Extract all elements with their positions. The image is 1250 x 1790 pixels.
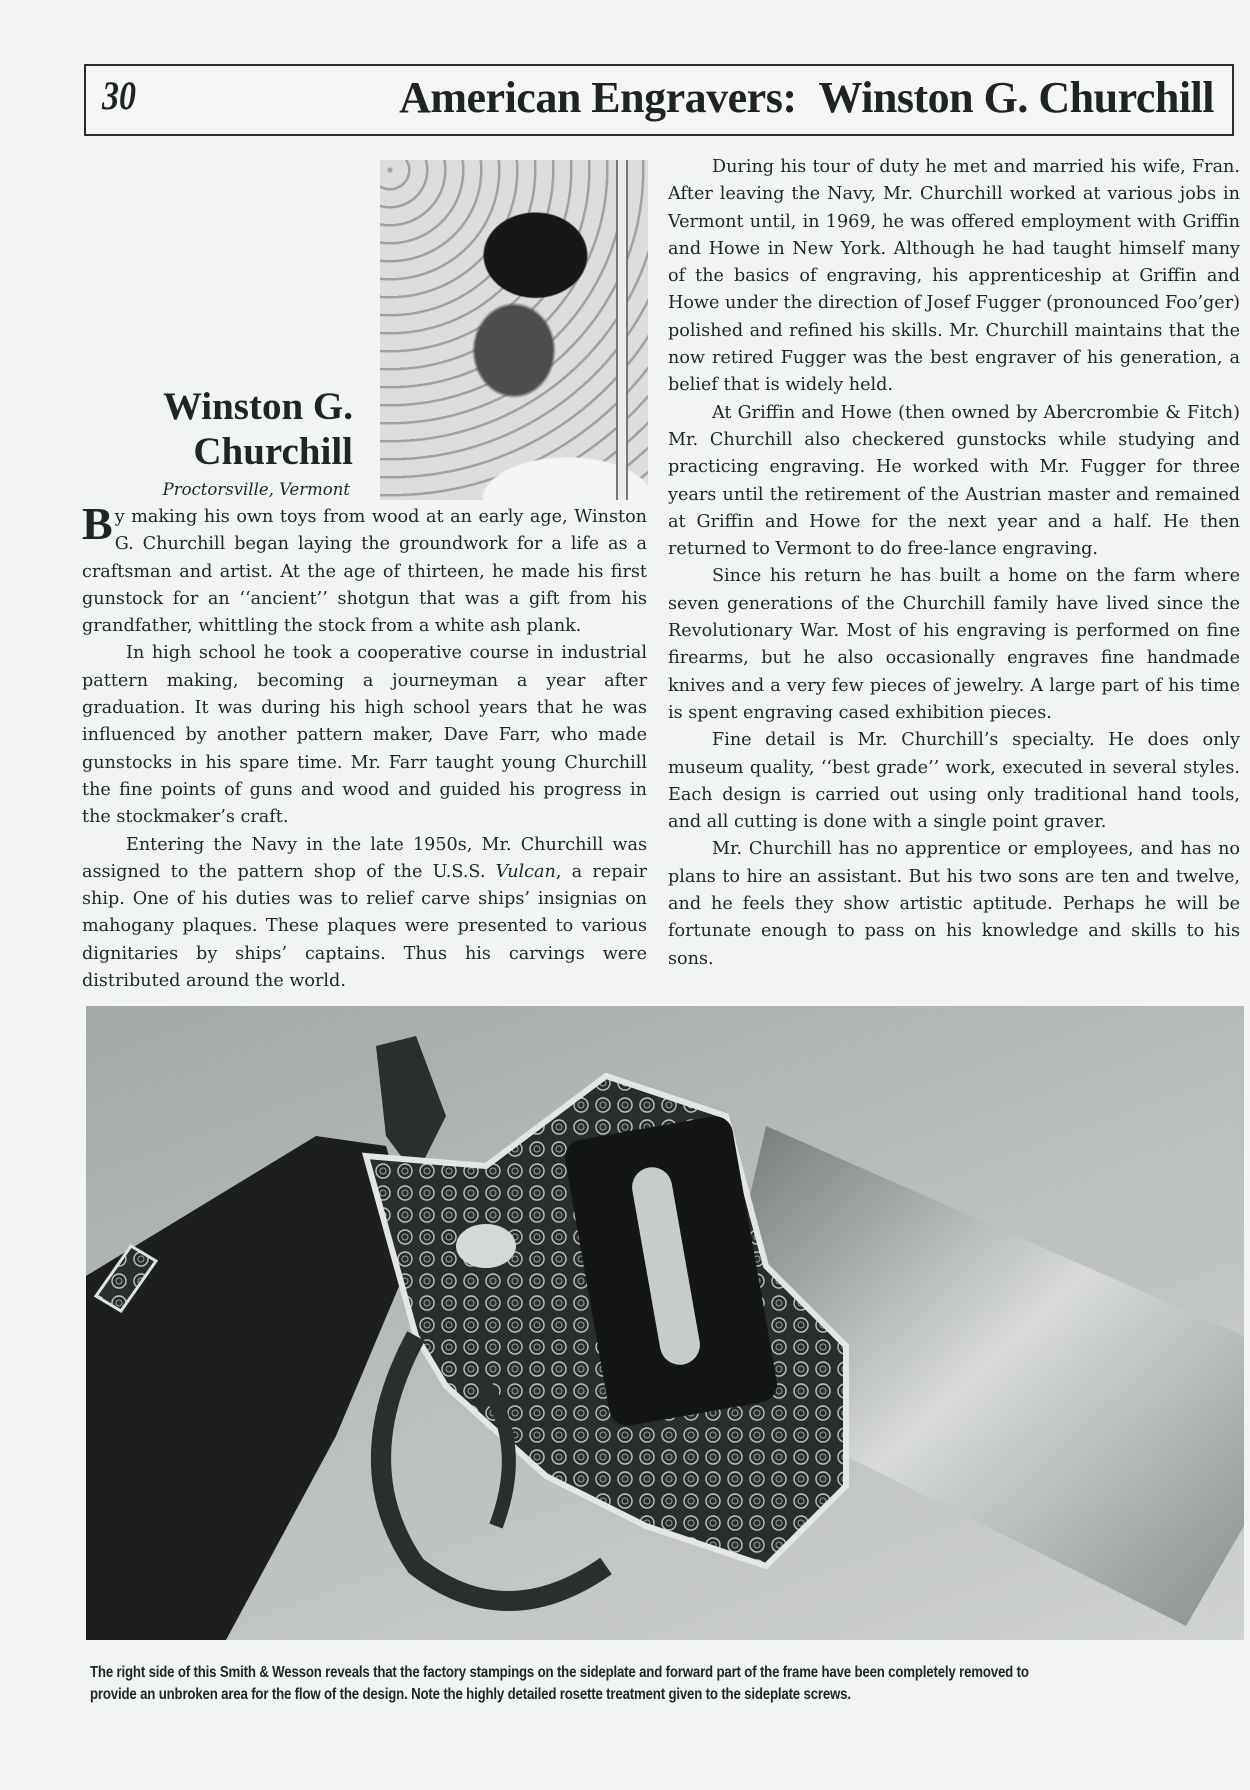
article-paragraph: At Griffin and Howe (then owned by Abercrombie & Fitch) Mr. Churchill also checkered gunstocks while studying and practicing engraving. He worked with Mr. Fugger for three years until the retirement of the Austrian master and remained at Griffin and Howe for the next year and a half. He then returned to Vermont to do free-lance engraving.: [668, 402, 1240, 560]
caption-line-2: provide an unbroken area for the flow of the design. Note the highly detailed rosette treatment given to the sideplate screws.: [90, 1686, 851, 1703]
article-paragraph: By making his own toys from wood at an early age, Winston G. Churchill began laying the groundwork for a life as a craftsman and artist. At the age of thirteen, he made his first gunstock for an ‘‘ancient’’ shotgun that was a gift from his grandfather, whittling the stock from a white ash plank.: [82, 498, 647, 637]
header-title: [399, 72, 1214, 123]
page-header: [84, 64, 1234, 136]
portrait-background-curtain: [616, 160, 628, 500]
page-number: 30: [102, 73, 136, 118]
artist-name-line1: Winston G.: [162, 385, 353, 428]
article-paragraph: Since his return he has built a home on the farm where seven generations of the Churchill family have lived since the Revolutionary War. Most of his engraving is performed on fine firearms, but he also occasionally engraves fine handmade knives and a very few pieces of jewelry. A large part of his time is spent engraving cased exhibition pieces.: [668, 566, 1240, 723]
article-paragraph: Entering the Navy in the late 1950s, Mr. Churchill was assigned to the pattern shop of the U.S.S. Vulcan, a repair ship. One of his duties was to relief carve ships’ insignias on mahogany plaques. These plaques were presented to various dignitaries by ships’ captains. Thus his carvings were distributed around the world.: [82, 834, 647, 992]
article-paragraph: Mr. Churchill has no apprentice or employees, and has no plans to hire an assistant. But his two sons are ten and twelve, and he feels they show artistic aptitude. Perhaps he will be fortunate enough to pass on his knowledge and skills to his sons.: [668, 839, 1240, 969]
article-column-left: [82, 498, 647, 995]
revolver-photo: [86, 1006, 1244, 1640]
grip: [86, 1136, 416, 1640]
series-title: American Engravers:: [399, 73, 797, 122]
article-paragraph: In high school he took a cooperative course in industrial pattern making, becoming a journeyman a year after graduation. It was during his high school years that he was influenced by another pattern maker, Dave Farr, who made gunstocks in his spare time. Mr. Farr taught young Churchill the fine points of guns and wood and guided his progress in the stockmaker’s craft.: [82, 643, 647, 828]
ship-name: Vulcan: [495, 861, 556, 882]
subject-name: Winston G. Churchill: [818, 73, 1214, 122]
article-paragraph: Fine detail is Mr. Churchill’s specialty. He does only museum quality, ‘‘best grade’’ work, executed in several styles. Each design is carried out using only traditional hand tools, and all cutting is done with a single point graver.: [668, 730, 1240, 833]
artist-location: Proctorsville, Vermont: [162, 480, 350, 499]
artist-name-line2: Churchill: [193, 430, 353, 473]
figure-caption: [90, 1662, 1250, 1706]
artist-name-heading: [128, 384, 353, 474]
revolver-illustration: [86, 1006, 1244, 1640]
caption-line-1: The right side of this Smith & Wesson reveals that the factory stampings on the sideplate and forward part of the frame have been completely removed to: [90, 1664, 1029, 1681]
drop-cap: B: [82, 498, 113, 549]
portrait-photo: [380, 160, 648, 500]
article-paragraph: During his tour of duty he met and married his wife, Fran. After leaving the Navy, Mr. Churchill worked at various jobs in Vermont until, in 1969, he was offered employment with Griffin and Howe in New York. Although he had taught himself many of the basics of engraving, his apprenticeship at Griffin and Howe under the direction of Josef Fugger (pronounced Foo’ger) polished and refined his skills. Mr. Churchill maintains that the now retired Fugger was the best engraver of his generation, a belief that is widely held.: [668, 157, 1240, 396]
article-column-right: [668, 154, 1240, 973]
eagle-motif: [456, 1224, 516, 1268]
